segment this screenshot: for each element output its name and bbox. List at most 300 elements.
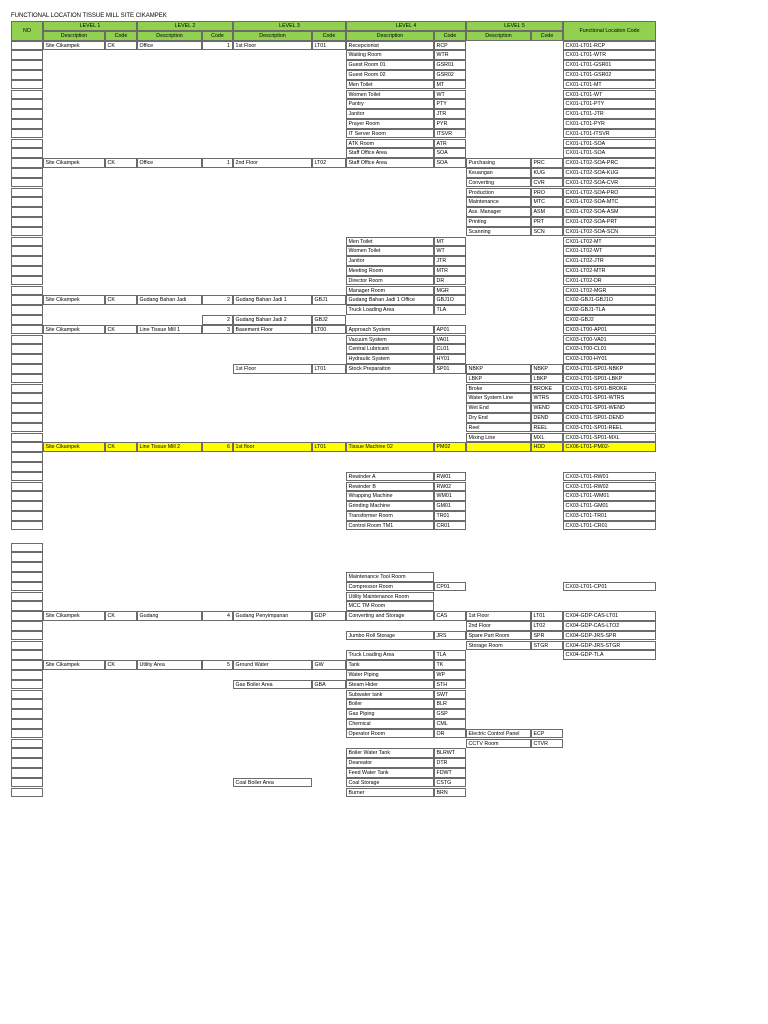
cell-l2-code [202,207,233,217]
cell-l4-code [434,543,466,553]
cell-l2-code [202,650,233,660]
cell-l3-code: GBJ1 [312,295,346,305]
cell-flc: CX04-GDP-JRS-STGR [563,641,656,651]
cell-l1-code [105,631,137,641]
cell-l3-desc [233,60,312,70]
cell-l4-code: TR01 [434,511,466,521]
cell-no [11,582,43,592]
cell-l4-code: CML [434,719,466,729]
cell-l4-code: SWT [434,690,466,700]
cell-l3-desc [233,227,312,237]
cell-l1-code [105,601,137,611]
cell-l1-desc [43,286,105,296]
cell-l2-desc [137,50,202,60]
cell-l1-code [105,552,137,562]
cell-l3-code [312,768,346,778]
header-level1-description: Description [43,31,105,41]
cell-l1-desc [43,119,105,129]
cell-l3-code [312,60,346,70]
cell-l4-code: GSP [434,709,466,719]
cell-flc [563,452,656,462]
cell-l3-desc [233,246,312,256]
cell-l2-code [202,276,233,286]
cell-no [11,788,43,798]
cell-l1-code [105,90,137,100]
cell-flc: CX01-LT02-SOA-ASM [563,207,656,217]
cell-l4-code: WP [434,670,466,680]
cell-l4-code: GBJ1O [434,295,466,305]
cell-l2-desc [137,572,202,582]
cell-l5-desc [466,491,531,501]
cell-l2-desc [137,374,202,384]
cell-l5-code [531,501,563,511]
cell-no [11,758,43,768]
cell-l3-desc [233,99,312,109]
cell-l5-code: LBKP [531,374,563,384]
cell-l5-desc: Ass. Manager [466,207,531,217]
cell-l3-desc [233,739,312,749]
cell-l2-desc [137,650,202,660]
cell-l3-code [312,452,346,462]
cell-l4-code: TLA [434,305,466,315]
cell-l5-desc [466,109,531,119]
cell-l4-code: ITSVR [434,129,466,139]
cell-l3-desc [233,511,312,521]
cell-l1-code [105,256,137,266]
cell-l1-code [105,276,137,286]
cell-l4-desc [346,188,434,198]
cell-l2-desc [137,690,202,700]
cell-l5-desc [466,592,531,602]
cell-l5-code [531,552,563,562]
cell-l4-desc [346,384,434,394]
cell-l4-code: OR [434,729,466,739]
cell-l5-desc [466,511,531,521]
cell-l4-code [434,462,466,472]
cell-l4-code [434,188,466,198]
cell-l5-code [531,709,563,719]
cell-l2-desc [137,739,202,749]
cell-l5-desc [466,778,531,788]
cell-flc: CX01-LT02-JTR [563,256,656,266]
cell-l5-desc: Water System Line [466,393,531,403]
cell-flc: CX01-LT02-MTR [563,266,656,276]
cell-l5-code [531,129,563,139]
cell-flc: CX04-GDP-CAS-LT01 [563,611,656,621]
cell-l5-desc [466,680,531,690]
cell-l3-code [312,266,346,276]
cell-l4-code: GSR02 [434,70,466,80]
cell-l4-desc [346,621,434,631]
cell-l3-code [312,207,346,217]
cell-l2-desc [137,178,202,188]
cell-l4-desc [346,227,434,237]
cell-l2-desc [137,70,202,80]
cell-l3-code [312,237,346,247]
cell-l2-code [202,266,233,276]
cell-l4-desc [346,423,434,433]
cell-l3-desc [233,552,312,562]
cell-l3-code [312,286,346,296]
cell-l5-code [531,256,563,266]
cell-l3-code [312,670,346,680]
cell-l2-code [202,423,233,433]
cell-l3-desc [233,582,312,592]
cell-l3-code [312,413,346,423]
header-level1: LEVEL 1 [43,21,137,31]
cell-l4-desc: Subwater tank [346,690,434,700]
cell-flc: CX01-LT01-MT [563,80,656,90]
cell-l4-code: HY01 [434,354,466,364]
cell-l1-desc [43,178,105,188]
cell-l4-desc [346,552,434,562]
cell-l4-code: SOA [434,148,466,158]
cell-l5-desc [466,344,531,354]
cell-l5-code: NBKP [531,364,563,374]
cell-l3-code [312,99,346,109]
cell-l2-code [202,601,233,611]
cell-flc: CX03-LT01-SP01-WTRS [563,393,656,403]
cell-l1-code [105,178,137,188]
cell-l5-code: DEND [531,413,563,423]
cell-l1-desc [43,305,105,315]
cell-l4-desc [346,452,434,462]
cell-l4-desc: Pantry [346,99,434,109]
cell-l3-desc: 2nd Floor [233,158,312,168]
cell-l2-code [202,482,233,492]
cell-l4-code [434,217,466,227]
cell-l5-code [531,462,563,472]
cell-l2-desc: Office [137,158,202,168]
cell-l5-code [531,286,563,296]
cell-l4-desc [346,433,434,443]
cell-l1-code [105,50,137,60]
cell-l4-code: BRN [434,788,466,798]
cell-no [11,266,43,276]
cell-l5-code [531,472,563,482]
cell-l2-desc [137,246,202,256]
cell-l4-desc: Transformer Room [346,511,434,521]
cell-l1-code [105,788,137,798]
cell-l3-desc [233,217,312,227]
cell-flc: CX04-GDP-CAS-LTO2 [563,621,656,631]
cell-flc: CX01-LT02-MT [563,237,656,247]
cell-l2-code [202,384,233,394]
cell-l3-code [312,119,346,129]
cell-l1-desc [43,227,105,237]
cell-l2-code [202,690,233,700]
cell-l5-desc: Reel [466,423,531,433]
cell-l5-desc [466,139,531,149]
cell-l5-code [531,699,563,709]
cell-l1-code [105,60,137,70]
cell-l5-code [531,572,563,582]
cell-l1-desc [43,491,105,501]
cell-l4-code: MT [434,80,466,90]
cell-no [11,227,43,237]
cell-l2-desc [137,472,202,482]
header-level5-description: Description [466,31,531,41]
cell-l4-code: RCP [434,41,466,51]
cell-l4-code [434,384,466,394]
cell-no [11,641,43,651]
cell-l4-desc [346,217,434,227]
cell-no [11,511,43,521]
cell-l4-code: DR [434,276,466,286]
cell-l3-desc: Coal Boiler Area [233,778,312,788]
cell-l2-code [202,246,233,256]
cell-l5-code [531,305,563,315]
cell-no [11,246,43,256]
cell-l5-desc: LBKP [466,374,531,384]
cell-l1-desc [43,266,105,276]
cell-l5-desc: Maintenance [466,197,531,207]
cell-no [11,178,43,188]
cell-l1-desc [43,188,105,198]
cell-l4-code: GM01 [434,501,466,511]
cell-l1-code [105,501,137,511]
cell-l5-code [531,70,563,80]
cell-l4-desc: Boiler Water Tank [346,748,434,758]
cell-no [11,621,43,631]
cell-l4-code: VA01 [434,335,466,345]
cell-l3-desc [233,670,312,680]
cell-l5-desc [466,582,531,592]
cell-l2-desc [137,364,202,374]
cell-l5-code: CTVR [531,739,563,749]
cell-l3-code [312,482,346,492]
cell-no [11,41,43,51]
cell-l4-code [434,621,466,631]
cell-l2-code [202,699,233,709]
cell-l3-code [312,90,346,100]
highlighted-cell-l4-desc: Tissue Machine 02 [346,442,434,452]
cell-l2-desc [137,109,202,119]
cell-l5-desc: Converting [466,178,531,188]
cell-l4-code: WT [434,246,466,256]
cell-no [11,119,43,129]
cell-no [11,452,43,462]
cell-l5-desc: NBKP [466,364,531,374]
cell-l2-desc [137,393,202,403]
cell-l2-code [202,364,233,374]
cell-flc: CX04-GDP-JRS-SPR [563,631,656,641]
cell-l4-code: PYR [434,119,466,129]
cell-no [11,472,43,482]
cell-l1-desc: Site Cikampek [43,295,105,305]
cell-l4-code: MGR [434,286,466,296]
cell-l5-desc [466,650,531,660]
cell-l1-code [105,572,137,582]
cell-l3-desc: 1st Floor [233,364,312,374]
cell-l5-code [531,670,563,680]
cell-flc [563,572,656,582]
cell-l5-code: KUG [531,168,563,178]
cell-l2-desc [137,413,202,423]
cell-l5-code [531,325,563,335]
cell-l1-code [105,354,137,364]
cell-flc [563,748,656,758]
cell-l3-code [312,501,346,511]
cell-l2-code [202,729,233,739]
cell-l5-desc [466,768,531,778]
cell-l3-code: LT01 [312,364,346,374]
cell-l5-desc [466,60,531,70]
cell-l1-code [105,778,137,788]
cell-flc: CX01-LT02-DR [563,276,656,286]
cell-l1-code [105,207,137,217]
cell-l4-code: GSR01 [434,60,466,70]
cell-no [11,207,43,217]
cell-l3-desc [233,168,312,178]
cell-l2-code [202,70,233,80]
cell-l2-code [202,374,233,384]
cell-l4-desc: Gas Piping [346,709,434,719]
cell-l1-desc [43,670,105,680]
cell-l3-code [312,462,346,472]
cell-l3-desc [233,631,312,641]
cell-l3-desc [233,374,312,384]
cell-flc: CX03-LT01-SP01-BROKE [563,384,656,394]
cell-l3-code [312,70,346,80]
cell-l2-desc [137,60,202,70]
cell-l2-desc [137,80,202,90]
cell-l3-desc: Gudang Penyimpanan [233,611,312,621]
cell-no [11,354,43,364]
cell-l2-code: 1 [202,158,233,168]
cell-l4-desc [346,641,434,651]
cell-flc: CX03-LT01-TR01 [563,511,656,521]
cell-l3-desc [233,482,312,492]
cell-flc: CX03-LT01-CP01 [563,582,656,592]
cell-l5-code [531,582,563,592]
cell-l5-code [531,295,563,305]
cell-l4-desc [346,315,434,325]
cell-l2-desc [137,482,202,492]
cell-l1-code [105,413,137,423]
cell-flc [563,552,656,562]
cell-l4-code: PTY [434,99,466,109]
cell-l5-code: PRO [531,188,563,198]
cell-l4-code [434,433,466,443]
cell-l2-desc [137,139,202,149]
cell-l4-code: WTR [434,50,466,60]
cell-l5-code: REEL [531,423,563,433]
cell-l5-desc: Electric Control Panel [466,729,531,739]
cell-l2-code [202,50,233,60]
cell-l1-desc [43,631,105,641]
highlighted-cell-l5-desc [466,442,531,452]
cell-no [11,729,43,739]
cell-l4-desc: Janitor [346,256,434,266]
cell-l1-desc [43,462,105,472]
header-level3-description: Description [233,31,312,41]
cell-flc: CX03-LT01-SP01-LBKP [563,374,656,384]
cell-l1-desc [43,344,105,354]
cell-no [11,521,43,531]
cell-l3-code [312,197,346,207]
cell-l1-code [105,482,137,492]
cell-l4-desc: Women Toilet [346,90,434,100]
cell-l5-code [531,344,563,354]
cell-l4-desc: Hydraulic System [346,354,434,364]
cell-l2-code [202,227,233,237]
cell-l2-desc [137,335,202,345]
cell-flc: CX03-LT01-SP01-NBKP [563,364,656,374]
cell-l3-code [312,344,346,354]
cell-l5-code [531,119,563,129]
cell-l5-code [531,768,563,778]
cell-l3-desc [233,70,312,80]
cell-l1-desc [43,778,105,788]
cell-l5-desc [466,295,531,305]
cell-l2-code [202,354,233,364]
cell-l2-desc [137,197,202,207]
cell-l1-desc [43,452,105,462]
cell-l5-desc [466,521,531,531]
highlighted-cell-no [11,442,43,452]
cell-l2-desc [137,552,202,562]
cell-l3-desc [233,592,312,602]
cell-l4-desc: Feed Water Tank [346,768,434,778]
cell-l1-code [105,266,137,276]
cell-l3-desc [233,543,312,553]
cell-l2-code [202,739,233,749]
cell-l3-code [312,572,346,582]
highlighted-cell-l3-desc: 1st floor [233,442,312,452]
cell-l4-code [434,552,466,562]
cell-l5-desc [466,452,531,462]
cell-l4-desc: Jumbo Roll Storage [346,631,434,641]
cell-l1-code [105,384,137,394]
cell-l2-desc [137,592,202,602]
cell-l4-desc: Director Room [346,276,434,286]
cell-l5-desc: 1st Floor [466,611,531,621]
cell-l1-desc [43,109,105,119]
cell-l5-code [531,354,563,364]
cell-l1-code [105,286,137,296]
cell-l4-code [434,592,466,602]
cell-l2-code [202,521,233,531]
cell-l2-desc [137,433,202,443]
header-level5-code: Code [531,31,563,41]
cell-l5-desc [466,670,531,680]
cell-l1-desc [43,50,105,60]
cell-l2-code [202,305,233,315]
cell-l3-desc [233,188,312,198]
cell-flc [563,788,656,798]
cell-no [11,501,43,511]
cell-l2-code [202,344,233,354]
cell-l4-desc: Wrapping Machine [346,491,434,501]
header-no: NO [11,21,43,41]
cell-l1-code [105,739,137,749]
cell-l1-desc [43,90,105,100]
cell-l2-desc [137,501,202,511]
cell-l2-code [202,286,233,296]
cell-l5-desc: Keuangan [466,168,531,178]
cell-no [11,660,43,670]
cell-l4-code [434,403,466,413]
cell-l3-desc: Gas Boiler Area [233,680,312,690]
cell-l4-code: SOA [434,158,466,168]
cell-l3-code: GBJ2 [312,315,346,325]
cell-l5-code [531,482,563,492]
cell-l4-desc [346,168,434,178]
cell-l3-code [312,552,346,562]
cell-l5-desc [466,335,531,345]
cell-l2-code: 3 [202,325,233,335]
